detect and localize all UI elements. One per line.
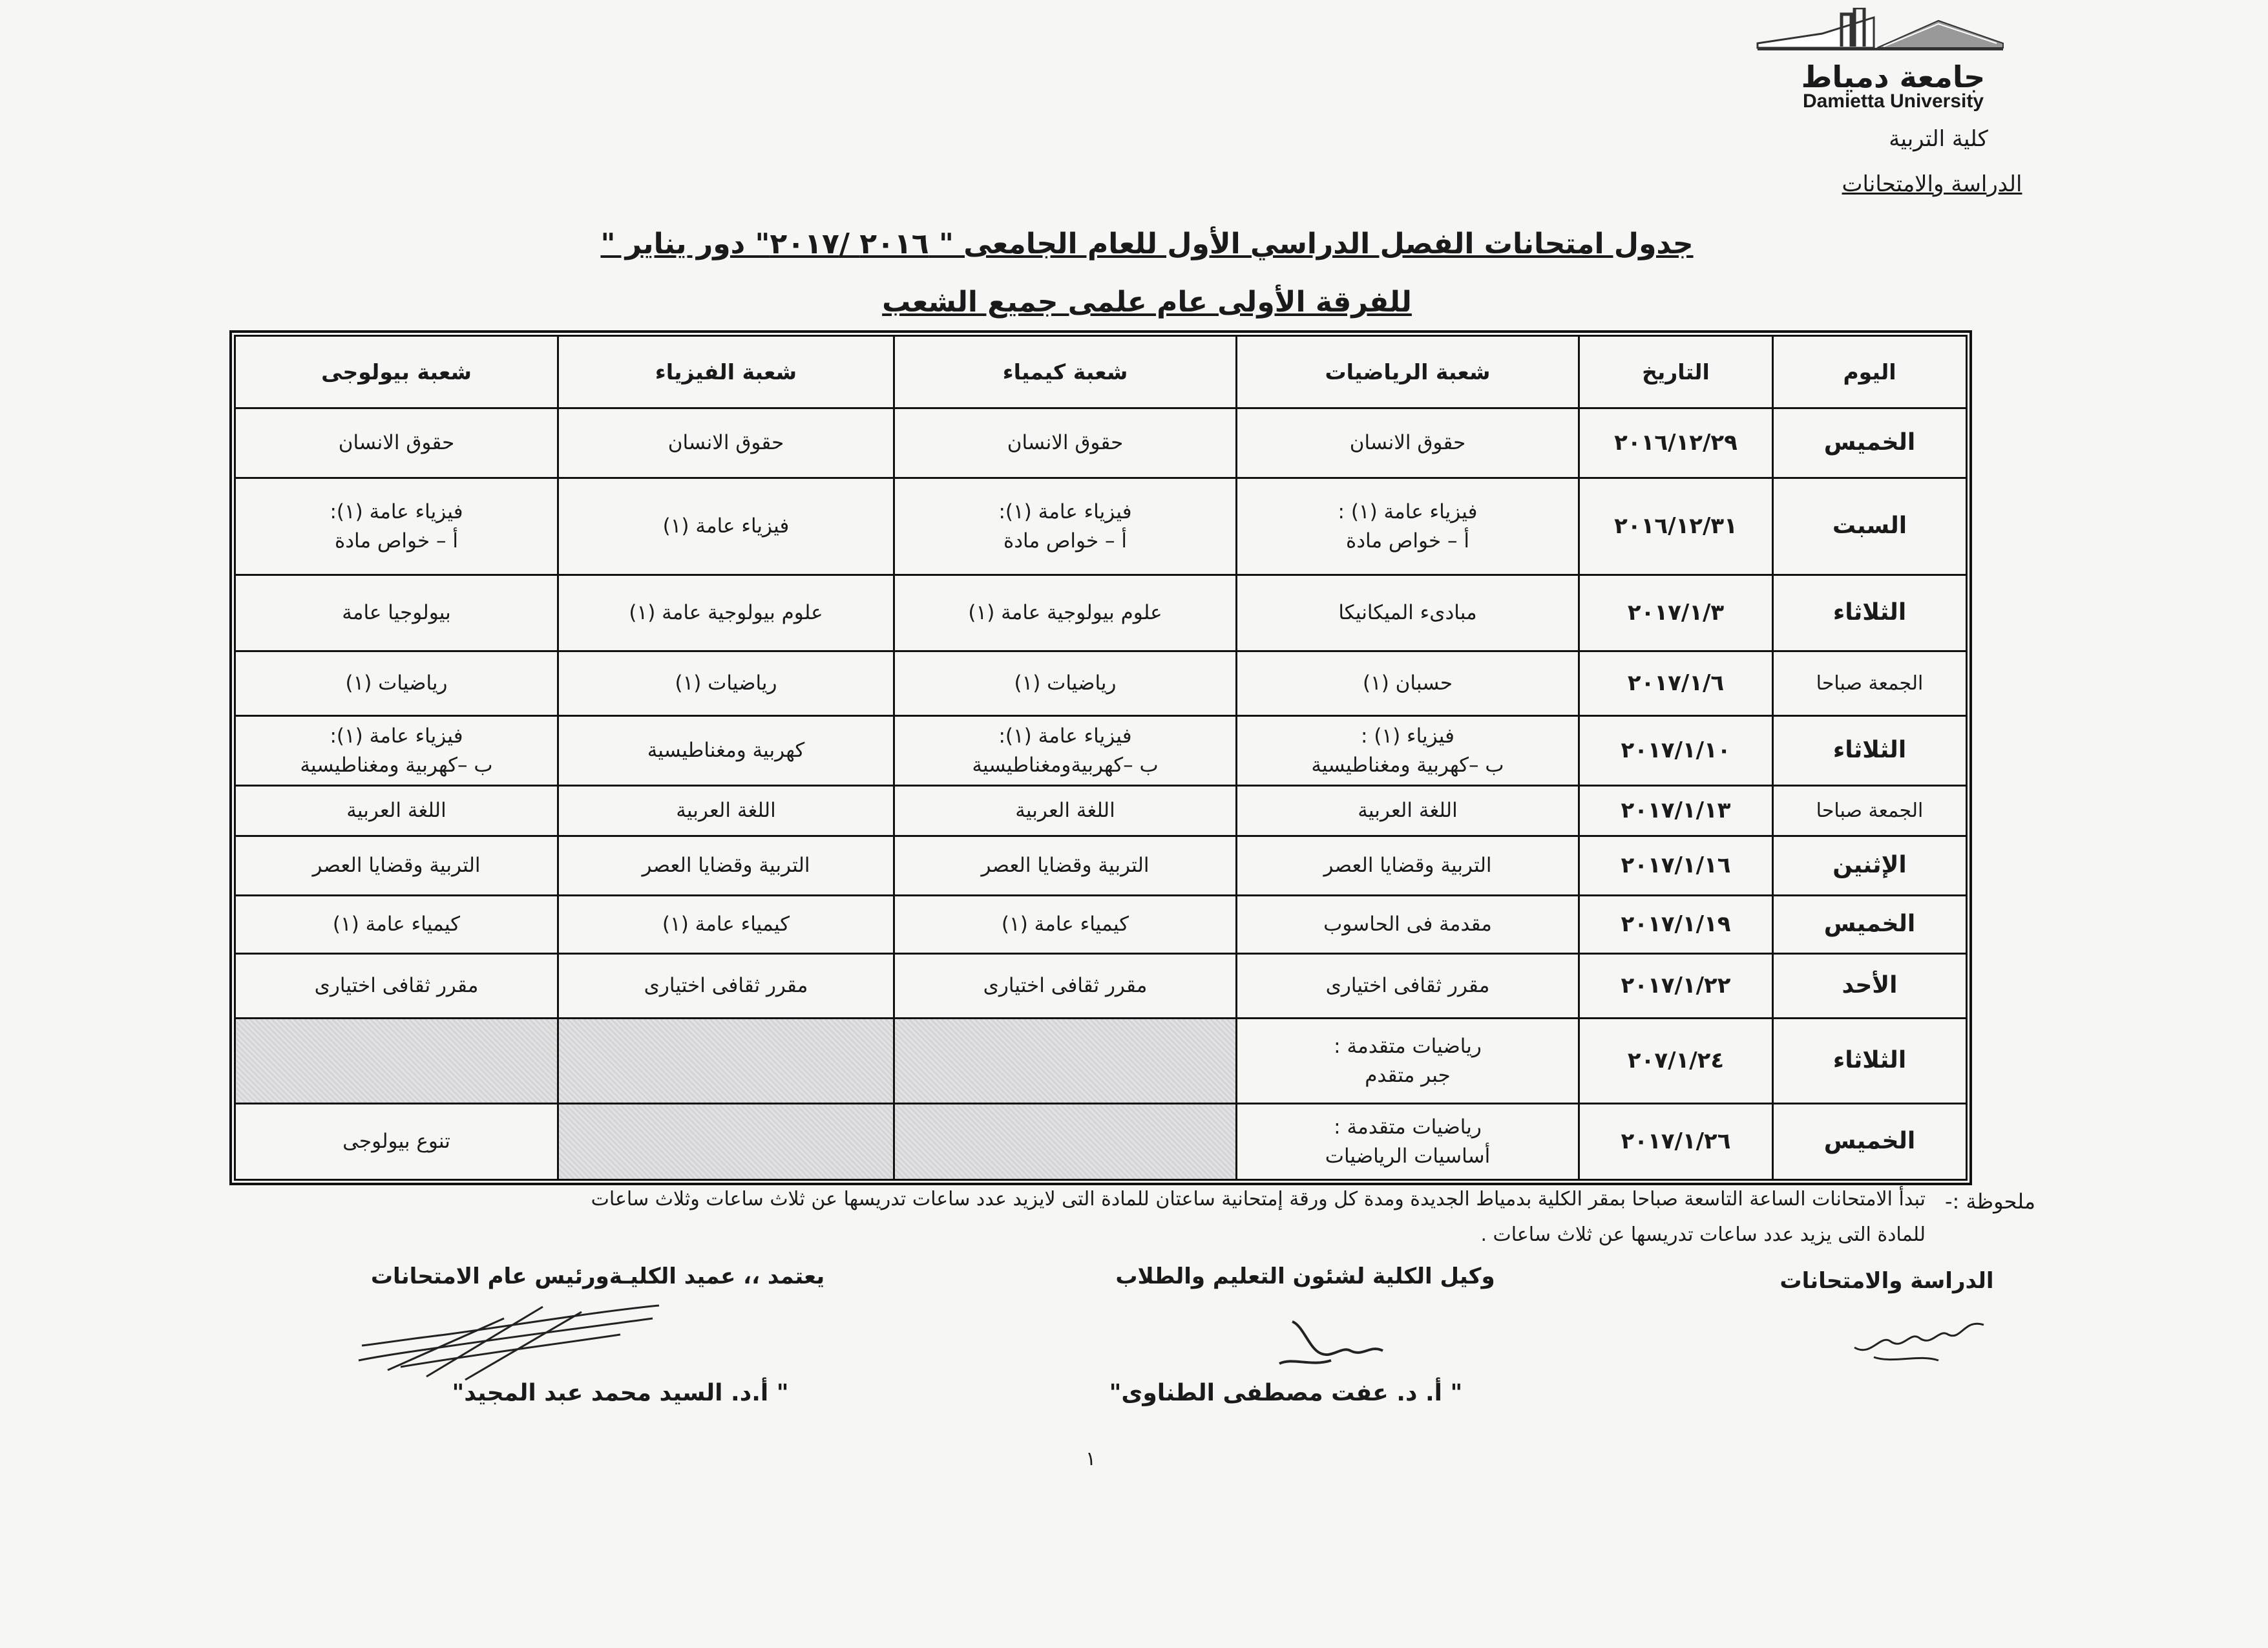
cell-chem <box>894 896 1237 954</box>
row-day: الأحد <box>1773 954 1967 1019</box>
header-physics: شعبة الفيزياء <box>558 336 894 408</box>
header-date: التاريخ <box>1579 336 1773 408</box>
cell-text: مقرر ثقافى اختيارى <box>1325 974 1490 998</box>
cell-chem <box>894 1019 1237 1104</box>
cell-chem <box>894 575 1237 651</box>
cell-bio <box>235 836 558 896</box>
cell-text: أ – خواص مادة <box>1003 529 1128 553</box>
faculty-name: كلية التربية <box>1889 126 1988 152</box>
cell-text: رياضيات متقدمة : <box>1334 1034 1482 1058</box>
cell-chem <box>894 786 1237 836</box>
table-row <box>235 1104 1967 1180</box>
university-name-arabic: جامعة دمياط <box>1801 59 1986 94</box>
cell-text: كيمياء عامة (١) <box>662 913 790 936</box>
cell-bio <box>235 1019 558 1104</box>
row-day: الجمعة صباحا <box>1773 651 1967 716</box>
page-number: ١ <box>1085 1448 1097 1470</box>
cell-text: فيزياء عامة (١): <box>998 500 1132 523</box>
table-row <box>235 1019 1967 1104</box>
cell-text: بيولوجيا عامة <box>342 601 451 625</box>
document-subtitle: للفرقة الأولى عام علمى جميع الشعب <box>882 286 1412 319</box>
cell-text: مقرر ثقافى اختيارى <box>314 974 479 998</box>
header-chemistry: شعبة كيمياء <box>894 336 1237 408</box>
cell-text: جبر متقدم <box>1365 1063 1451 1087</box>
cell-text: التربية وقضايا العصر <box>642 854 810 878</box>
cell-text: التربية وقضايا العصر <box>981 854 1150 878</box>
cell-phys <box>558 896 894 954</box>
cell-math <box>1237 786 1579 836</box>
table-row <box>235 575 1967 651</box>
cell-chem <box>894 954 1237 1019</box>
row-date: ٢٠١٦/١٢/٣١ <box>1579 478 1773 575</box>
dean-name: " أ.د. السيد محمد عبد المجيد" <box>452 1380 789 1406</box>
row-date: ٢٠١٧/١/٣ <box>1579 575 1773 651</box>
cell-text: حقوق الانسان <box>667 431 784 455</box>
cell-text: حقوق الانسان <box>1349 431 1466 455</box>
cell-text: فيزياء عامة (١) : <box>1338 500 1478 523</box>
header-math: شعبة الرياضيات <box>1237 336 1579 408</box>
cell-bio <box>235 786 558 836</box>
row-day: الخميس <box>1773 896 1967 954</box>
cell-math <box>1237 651 1579 716</box>
table-header-row <box>235 336 1967 408</box>
cell-chem <box>894 478 1237 575</box>
table-row <box>235 478 1967 575</box>
row-date: ٢٠١٦/١٢/٢٩ <box>1579 408 1773 478</box>
cell-phys <box>558 651 894 716</box>
cell-phys <box>558 836 894 896</box>
cell-text: كهربية ومغناطيسية <box>647 739 805 763</box>
cell-text: فيزياء عامة (١): <box>330 724 463 748</box>
cell-text: فيزياء (١) : <box>1361 724 1454 748</box>
row-date: ٢٠١٧/١/١٠ <box>1579 716 1773 786</box>
cell-phys <box>558 786 894 836</box>
cell-text: أ – خواص مادة <box>1345 529 1470 553</box>
cell-text: التربية وقضايا العصر <box>1323 854 1492 878</box>
table-row <box>235 954 1967 1019</box>
cell-text: أ – خواص مادة <box>334 529 459 553</box>
cell-chem <box>894 836 1237 896</box>
row-date: ٢٠١٧/١/١٦ <box>1579 836 1773 896</box>
university-name-english: Damietta University <box>1802 90 1984 112</box>
cell-math <box>1237 896 1579 954</box>
cell-text: رياضيات متقدمة : <box>1334 1115 1482 1139</box>
cell-text: فيزياء عامة (١): <box>330 500 463 523</box>
cell-text: اللغة العربية <box>1358 799 1458 823</box>
table-row <box>235 651 1967 716</box>
handwritten-signature-exams <box>1835 1312 1990 1370</box>
row-day: الثلاثاء <box>1773 1019 1967 1104</box>
cell-text: التربية وقضايا العصر <box>312 854 481 878</box>
table-row <box>235 836 1967 896</box>
cell-phys <box>558 575 894 651</box>
signature-title-dean: يعتمد ،، عميد الكليـةورئيس عام الامتحانات <box>370 1263 825 1289</box>
cell-math <box>1237 408 1579 478</box>
cell-text: رياضيات (١) <box>1014 671 1117 695</box>
cell-text: فيزياء عامة (١): <box>998 724 1132 748</box>
row-day: الإثنين <box>1773 836 1967 896</box>
cell-text: اللغة العربية <box>1015 799 1115 823</box>
cell-chem <box>894 408 1237 478</box>
table-row <box>235 896 1967 954</box>
cell-math <box>1237 1019 1579 1104</box>
cell-text: حسبان (١) <box>1362 671 1453 695</box>
cell-phys <box>558 954 894 1019</box>
cell-chem <box>894 716 1237 786</box>
cell-bio <box>235 954 558 1019</box>
cell-math <box>1237 954 1579 1019</box>
cell-chem <box>894 1104 1237 1180</box>
handwritten-signature-vice-dean <box>1254 1305 1396 1370</box>
cell-text: مقدمة فى الحاسوب <box>1323 913 1492 936</box>
cell-text: علوم بيولوجية عامة (١) <box>629 601 823 625</box>
row-day: الثلاثاء <box>1773 575 1967 651</box>
row-day: الثلاثاء <box>1773 716 1967 786</box>
row-day: السبت <box>1773 478 1967 575</box>
row-day: الخميس <box>1773 1104 1967 1180</box>
row-day: الخميس <box>1773 408 1967 478</box>
row-date: ٢٠١٧/١/٢٦ <box>1579 1104 1773 1180</box>
cell-text: رياضيات (١) <box>345 671 448 695</box>
department-name: الدراسة والامتحانات <box>1842 171 2022 197</box>
cell-math <box>1237 836 1579 896</box>
cell-text: أساسيات الرياضيات <box>1325 1144 1491 1168</box>
document-title: جدول امتحانات الفصل الدراسي الأول للعام الجامعى " ٢٠١٦ /٢٠١٧" دور يناير " <box>600 227 1694 260</box>
cell-bio <box>235 1104 558 1180</box>
row-date: ٢٠١٧/١/٦ <box>1579 651 1773 716</box>
cell-math <box>1237 1104 1579 1180</box>
header-day: اليوم <box>1773 336 1967 408</box>
cell-text: رياضيات (١) <box>675 671 777 695</box>
cell-math <box>1237 716 1579 786</box>
cell-text: ب –كهربية ومغناطيسية <box>300 753 493 777</box>
cell-text: ب –كهربيةومغناطيسية <box>972 753 1159 777</box>
cell-bio <box>235 408 558 478</box>
vice-dean-name: " أ. د. عفت مصطفى الطناوى" <box>1109 1380 1463 1406</box>
cell-text: علوم بيولوجية عامة (١) <box>968 601 1162 625</box>
row-date: ٢٠١٧/١/٢٢ <box>1579 954 1773 1019</box>
row-day: الجمعة صباحا <box>1773 786 1967 836</box>
row-date: ٢٠١٧/١/١٩ <box>1579 896 1773 954</box>
cell-text: تنوع بيولوجى <box>342 1130 450 1154</box>
cell-text: مبادىء الميكانيكا <box>1338 601 1477 625</box>
table-row <box>235 716 1967 786</box>
cell-bio <box>235 716 558 786</box>
table-row <box>235 408 1967 478</box>
cell-math <box>1237 575 1579 651</box>
cell-text: فيزياء عامة (١) <box>662 514 790 538</box>
exam-schedule-table <box>234 335 1968 1181</box>
cell-text: اللغة العربية <box>676 799 776 823</box>
signature-title-vice-dean: وكيل الكلية لشئون التعليم والطلاب <box>1115 1263 1495 1289</box>
cell-text: مقرر ثقافى اختيارى <box>644 974 808 998</box>
cell-bio <box>235 575 558 651</box>
cell-phys <box>558 408 894 478</box>
cell-text: ب –كهربية ومغناطيسية <box>1311 753 1504 777</box>
table-row <box>235 786 1967 836</box>
cell-text: كيمياء عامة (١) <box>332 913 461 936</box>
cell-chem <box>894 651 1237 716</box>
cell-text: حقوق الانسان <box>1007 431 1124 455</box>
cell-text: مقرر ثقافى اختيارى <box>983 974 1148 998</box>
cell-text: اللغة العربية <box>346 799 446 823</box>
cell-phys <box>558 1019 894 1104</box>
header-biology: شعبة بيولوجى <box>235 336 558 408</box>
note-label: ملحوظة :- <box>1944 1189 2035 1214</box>
cell-phys <box>558 478 894 575</box>
signature-title-exams: الدراسة والامتحانات <box>1780 1268 1994 1294</box>
handwritten-signature-dean <box>349 1299 672 1383</box>
row-date: ٢٠٧/١/٢٤ <box>1579 1019 1773 1104</box>
cell-bio <box>235 651 558 716</box>
cell-text: حقوق الانسان <box>338 431 455 455</box>
cell-math <box>1237 478 1579 575</box>
cell-bio <box>235 896 558 954</box>
note-line-2: للمادة التى يزيد عدد ساعات تدريسها عن ثلاث ساعات . <box>1480 1223 1926 1246</box>
cell-phys <box>558 1104 894 1180</box>
cell-text: كيمياء عامة (١) <box>1001 913 1129 936</box>
row-date: ٢٠١٧/١/١٣ <box>1579 786 1773 836</box>
cell-bio <box>235 478 558 575</box>
note-line-1: تبدأ الامتحانات الساعة التاسعة صباحا بمقر الكلية بدمياط الجديدة ومدة كل ورقة إمتحانية ساعتان للمادة التى لايزيد عدد ساعات تدريسها عن ثلاث ساعات وثلاث ساعات <box>591 1188 1926 1210</box>
cell-phys <box>558 716 894 786</box>
